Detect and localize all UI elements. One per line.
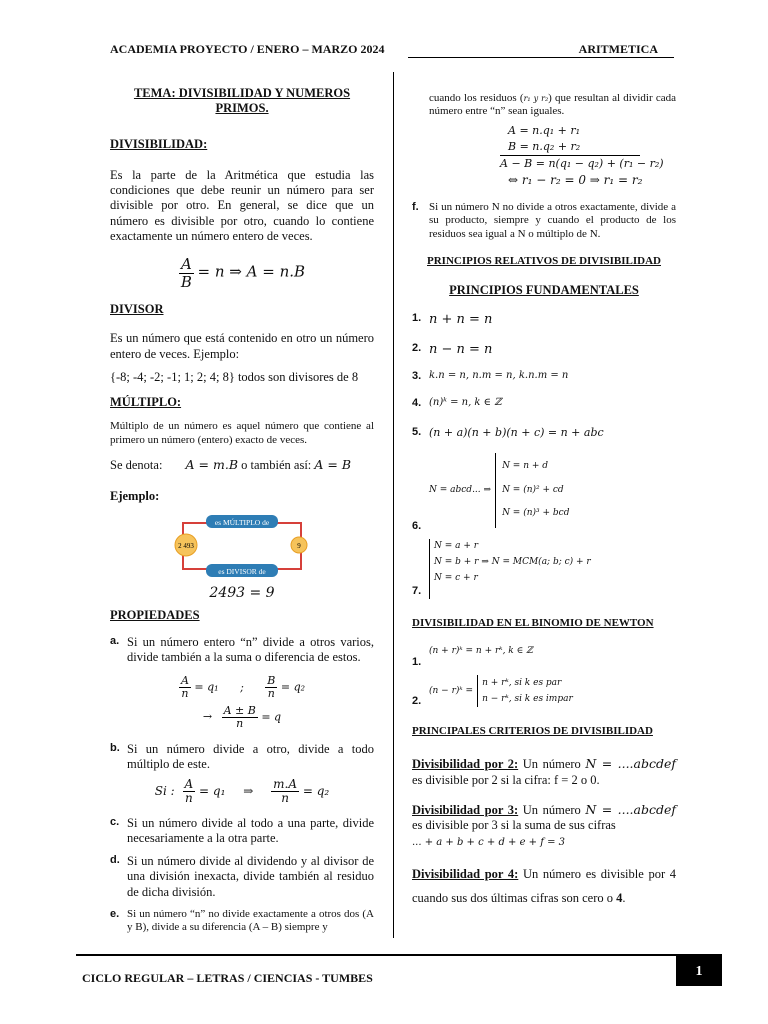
crit-3: Divisibilidad por 3: Un número N = ....abcdef es divisible por 3 si la suma de sus cifras (412, 801, 677, 833)
prop-item-c: c. Si un número divide al todo a una parte, divide necesariamente a la otra parte. (110, 815, 374, 845)
crit-3-sum: ... + a + b + c + d + e + f = 3 (412, 837, 566, 849)
prop-item-a: a. Si un número entero “n” divide a otros varios, divide también a la suma o diferencia de estos. (110, 634, 374, 665)
equation-conclusion: ⇔ r₁ − r₂ = 0 ⇒ r₁ = r₂ (508, 172, 643, 187)
multiplo-text: Múltiplo de un número es aquel número que contiene al primero un número (entero) exacto de veces. (110, 420, 374, 446)
equation-diff: A − B = n(q₁ − q₂) + (r₁ − r₂) (500, 156, 664, 170)
multiplo-heading: MÚLTIPLO: (110, 395, 182, 409)
prop-a-formula-1: $\frac{A}{n}$ = q₁ ; $\frac{B}{n}$ = q₂ (180, 674, 306, 701)
right-column (412, 92, 676, 911)
principle-4: 4. (n)ᵏ = n, k ∈ ℤ (412, 397, 502, 410)
newton-heading: DIVISIBILIDAD EN EL BINOMIO DE NEWTON (412, 616, 654, 629)
page-header (110, 42, 676, 57)
crit-2: Divisibilidad por 2: Un número N = ....abcdef es divisible por 2 si la cifra: f = 2 o 0. (412, 756, 677, 787)
principios-heading: PRINCIPIOS RELATIVOS DE DIVISIBILIDAD (427, 255, 661, 268)
propiedades-heading: PROPIEDADES (110, 607, 200, 622)
main-formula: $\frac{A}{B}$ = n ⇒ A = n.B (180, 255, 306, 291)
prop-a-formula-2: → $\frac{A \pm B}{n}$ = q (202, 703, 282, 730)
header-academy: ACADEMIA PROYECTO / ENERO – MARZO 2024 (110, 42, 385, 56)
criterios-heading: PRINCIPALES CRITERIOS DE DIVISIBILIDAD (412, 724, 653, 737)
principle-7: 7. N = a + r N = b + r ⇒ N = MCM(a; b; c) + r N = c + r (412, 541, 591, 598)
fundamentales-heading: PRINCIPIOS FUNDAMENTALES (449, 282, 639, 297)
topic-title: TEMA: DIVISIBILIDAD Y NUMEROS PRIMOS. (133, 86, 351, 116)
principle-3: 3. k.n = n, n.m = n, k.n.m = n (412, 369, 569, 382)
principle-7-cases: N = a + r N = b + r ⇒ N = MCM(a; b; c) + r N = c + r (429, 539, 591, 598)
diagram-bottom-label: es DIVISOR de (218, 566, 266, 576)
header-subject: ARITMETICA (578, 42, 658, 56)
divisor-heading: DIVISOR (110, 302, 164, 316)
prop-item-f: f. Si un número N no divide a otros exactamente, divide a su producto, siempre y cuando el producto de los residuos sea igual a N o múltiplo de N. (412, 201, 676, 240)
residue-equations (500, 123, 676, 189)
prop-item-b: b. Si un número divide a otro, divide a todo múltiplo de este. (110, 741, 374, 772)
denote-line: Se denota: A = m.B o también así: A = B (110, 457, 352, 473)
example-result: 2493 = 9 (209, 584, 275, 601)
newton-1: 1. (n + r)ᵏ = n + rᵏ, k ∈ ℤ (412, 646, 533, 669)
principle-5: 5. (n + a)(n + b)(n + c) = n + abc (412, 426, 604, 440)
prop-item-d: d. Si un número divide al dividendo y al divisor de una división inexacta, divide también al residuo de dicha división. (110, 854, 374, 899)
prop-e-continuation: cuando los residuos (r₁ y r₂) que resultan al dividir cada número entre “n” sean iguales. (429, 92, 676, 118)
divisor-example: {-8; -4; -2; -1; 1; 2; 4; 8} todos son divisores de 8 (110, 369, 359, 384)
divisibilidad-heading: DIVISIBILIDAD: (110, 136, 208, 151)
principle-2: 2. n − n = n (412, 341, 493, 357)
principle-6: 6. N = abcd... ⇒ N = n + d N = (n)² + cd N = (n)³ + bcd (412, 448, 676, 533)
prop-item-e: e. Si un número “n” no divide exactamente a otros dos (A y B), divide a su diferencia (A – B) siempre y (110, 907, 374, 934)
principle-6-cases: N = n + d N = (n)² + cd N = (n)³ + bcd (495, 453, 569, 527)
equation-b: B = n.q₂ + r₂ (508, 139, 581, 153)
left-column (110, 86, 374, 935)
ejemplo-label: Ejemplo: (110, 489, 160, 504)
equation-a: A = n.q₁ + r₁ (508, 123, 581, 137)
diagram-frame (183, 523, 301, 569)
page-number: 1 (676, 956, 722, 986)
newton-2: 2. (n − r)ᵏ = n + rᵏ, si k es par n − rᵏ, si k es impar (412, 673, 676, 708)
diagram-left-number: 2 493 (178, 541, 194, 550)
divisibilidad-text: Es la parte de la Aritmética que estudia las condiciones que debe reunir un número para ser divisible por otro. En general, se dice que un número es divisible por otro, cuando lo contiene exactamente un número entero de veces. (110, 167, 374, 243)
principle-1: 1. n + n = n (412, 311, 493, 327)
column-divider (393, 72, 394, 938)
header-rule (408, 57, 674, 58)
divisor-text: Es un número que está contenido en otro un número entero de veces. Ejemplo: (110, 331, 374, 361)
crit-4: Divisibilidad por 4: Un número es divisible por 4 cuando sus dos últimas cifras son cero o 4. (412, 867, 676, 906)
multiple-divisor-diagram (110, 509, 374, 583)
prop-b-formula: Si : $\frac{A}{n}$ = q₁ ⇒ $\frac{m.A}{n}$ = q₂ (154, 777, 330, 806)
diagram-right-number: 9 (297, 541, 301, 550)
footer-rule (76, 954, 722, 956)
footer-text: CICLO REGULAR – LETRAS / CIENCIAS - TUMBES (82, 971, 373, 985)
diagram-top-label: es MÚLTIPLO de (214, 517, 270, 527)
